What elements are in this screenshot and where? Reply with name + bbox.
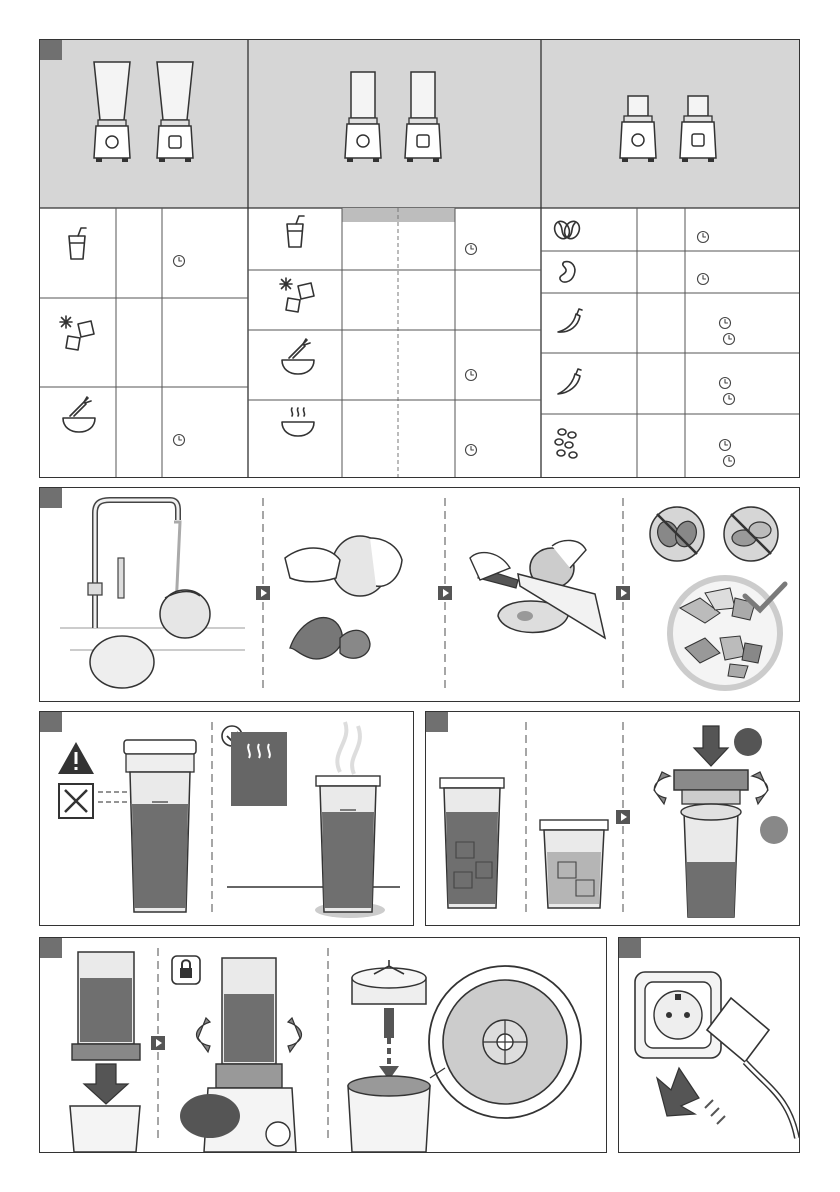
- seeds-icon: [552, 426, 582, 460]
- ice-cubes-icon: [278, 276, 318, 316]
- no-shells-icon: [724, 507, 778, 561]
- tall-cup-illustration: [124, 740, 196, 912]
- base-closeup-illustration: [429, 966, 581, 1118]
- mount-on-base-panel: [39, 937, 607, 1153]
- fill-and-assemble-drawing: [426, 712, 799, 925]
- blade-assembly-illustration: [674, 770, 748, 917]
- lock-icon: [172, 956, 200, 984]
- dried-chili-icon: [554, 367, 584, 397]
- timer-icon: [696, 230, 710, 244]
- warnings-panel: [39, 711, 414, 926]
- press-down-arrow-icon: [694, 726, 728, 766]
- usage-table-drawing: [40, 40, 799, 477]
- step-arrow-icon: [616, 586, 630, 600]
- cross-box-icon: [59, 784, 93, 818]
- food-preparation-drawing: [40, 488, 799, 701]
- down-arrow-icon: [84, 1064, 128, 1104]
- inverted-cup-illustration: [72, 952, 140, 1060]
- heat-wave-icon: [231, 732, 287, 806]
- socket-icon: [635, 972, 721, 1058]
- chili-pepper-icon: [554, 306, 584, 336]
- timer-icon: [722, 454, 736, 468]
- faucet-icon: [60, 500, 245, 688]
- timer-icon: [718, 438, 732, 452]
- timer-icon: [722, 332, 736, 346]
- step-arrow-icon: [438, 586, 452, 600]
- small-cup-filled-illustration: [540, 820, 608, 908]
- vegetable-bowl-icon: [279, 338, 317, 378]
- section-tag: [619, 938, 641, 958]
- mount-on-base-drawing: [40, 938, 606, 1152]
- timer-icon: [722, 392, 736, 406]
- timer-icon: [464, 443, 478, 457]
- section-tag: [40, 712, 62, 732]
- warning-triangle-icon: [58, 742, 94, 774]
- step-arrow-icon: [256, 586, 270, 600]
- timer-icon: [172, 433, 186, 447]
- glass-with-straw-icon: [66, 226, 88, 262]
- timer-icon: [718, 376, 732, 390]
- timer-icon: [718, 316, 732, 330]
- peel-icon: [285, 536, 402, 659]
- blade-lid-illustration: [348, 960, 430, 1152]
- section-tag: [40, 938, 62, 958]
- glass-with-straw-icon: [284, 214, 306, 250]
- plug-in-panel: [618, 937, 800, 1153]
- timer-icon: [696, 272, 710, 286]
- insert-arrow-icon: [657, 1068, 725, 1124]
- vegetable-bowl-icon: [60, 396, 98, 436]
- no-pits-icon: [650, 507, 704, 561]
- step-arrow-icon: [151, 1036, 165, 1050]
- mounted-cup-illustration: [180, 958, 302, 1152]
- timer-icon: [464, 368, 478, 382]
- plug-icon: [707, 998, 797, 1138]
- step-one-marker: [734, 728, 762, 756]
- hot-soup-bowl-icon: [279, 404, 317, 440]
- usage-table-panel: [39, 39, 800, 478]
- section-tag: [426, 712, 448, 732]
- bean-icon: [556, 259, 580, 285]
- timer-icon: [464, 242, 478, 256]
- step-arrow-icon: [616, 810, 630, 824]
- warnings-drawing: [40, 712, 413, 925]
- section-tag: [40, 40, 62, 60]
- knife-icon: [470, 540, 605, 638]
- timer-icon: [172, 254, 186, 268]
- ice-cubes-icon: [58, 314, 98, 354]
- tall-cup-filled-illustration: [440, 778, 504, 908]
- section-tag: [40, 488, 62, 508]
- food-preparation-panel: [39, 487, 800, 702]
- checkmark-icon: [670, 578, 785, 688]
- fill-and-assemble-panel: [425, 711, 800, 926]
- step-two-marker: [760, 816, 788, 844]
- coffee-beans-icon: [552, 218, 582, 242]
- plug-in-drawing: [619, 938, 799, 1152]
